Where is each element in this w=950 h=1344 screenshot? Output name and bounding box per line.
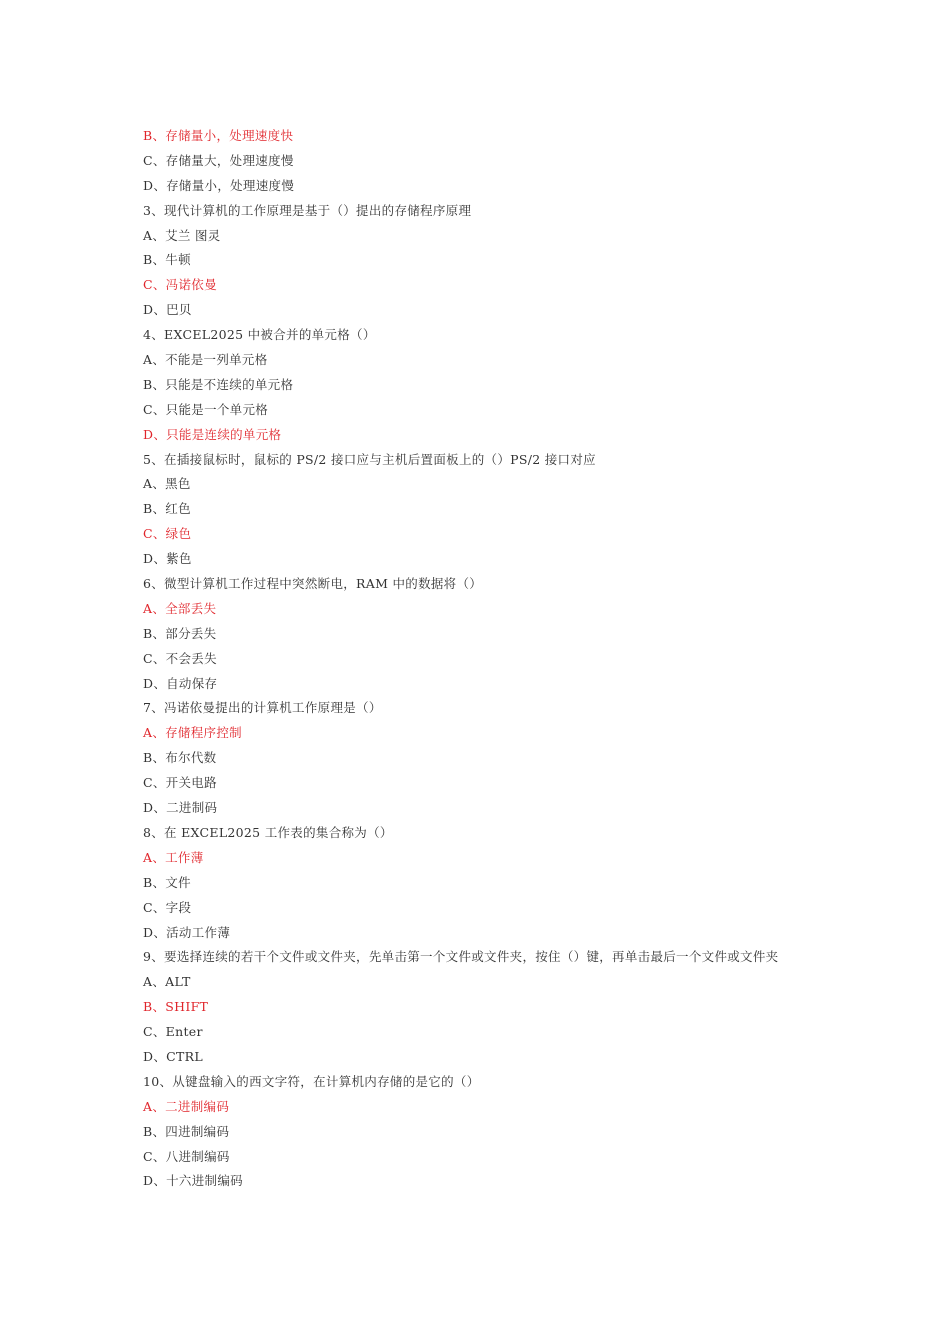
correct-answer-option: B、SHIFT <box>143 999 209 1015</box>
answer-option: D、活动工作薄 <box>143 924 231 940</box>
question-text: 3、现代计算机的工作原理是基于（）提出的存储程序原理 <box>143 202 472 218</box>
answer-option: D、紫色 <box>143 551 192 567</box>
answer-option: D、巴贝 <box>143 302 192 318</box>
correct-answer-option: A、全部丢失 <box>143 600 217 616</box>
question-text: 9、要选择连续的若干个文件或文件夹，先单击第一个文件或文件夹，按住（）键，再单击最后一个文件或文件夹 <box>143 949 779 965</box>
answer-option: D、CTRL <box>143 1048 203 1064</box>
answer-option: C、只能是一个单元格 <box>143 401 269 417</box>
answer-option: A、艾兰 图灵 <box>143 227 221 243</box>
question-text: 5、在插接鼠标时，鼠标的 PS/2 接口应与主机后置面板上的（）PS/2 接口对应 <box>143 451 596 467</box>
question-text: 7、冯诺依曼提出的计算机工作原理是（） <box>143 700 382 716</box>
question-text: 10、从键盘输入的西文字符，在计算机内存储的是它的（） <box>143 1073 480 1089</box>
answer-option: B、文件 <box>143 874 191 890</box>
answer-option: C、字段 <box>143 899 192 915</box>
answer-option: D、十六进制编码 <box>143 1173 243 1189</box>
answer-option: B、四进制编码 <box>143 1123 230 1139</box>
correct-answer-option: D、只能是连续的单元格 <box>143 426 282 442</box>
question-text: 6、微型计算机工作过程中突然断电，RAM 中的数据将（） <box>143 576 483 592</box>
correct-answer-option: C、绿色 <box>143 526 192 542</box>
correct-answer-option: A、存储程序控制 <box>143 725 242 741</box>
correct-answer-option: C、冯诺依曼 <box>143 277 217 293</box>
answer-option: D、自动保存 <box>143 675 218 691</box>
answer-option: B、布尔代数 <box>143 750 217 766</box>
answer-option: B、红色 <box>143 501 191 517</box>
answer-option: A、黑色 <box>143 476 191 492</box>
answer-option: B、只能是不连续的单元格 <box>143 376 294 392</box>
correct-answer-option: A、工作薄 <box>143 849 204 865</box>
question-text: 8、在 EXCEL2025 工作表的集合称为（） <box>143 824 393 840</box>
answer-option: D、二进制码 <box>143 800 218 816</box>
answer-option: C、不会丢失 <box>143 650 217 666</box>
correct-answer-option: A、二进制编码 <box>143 1098 230 1114</box>
answer-option: A、不能是一列单元格 <box>143 352 268 368</box>
answer-option: B、部分丢失 <box>143 625 217 641</box>
question-text: 4、EXCEL2025 中被合并的单元格（） <box>143 327 376 343</box>
answer-option: A、ALT <box>143 974 191 990</box>
document-page <box>143 124 813 1194</box>
answer-option: C、Enter <box>143 1024 203 1040</box>
answer-option: B、牛顿 <box>143 252 191 268</box>
answer-option: C、开关电路 <box>143 775 217 791</box>
correct-answer-option: B、存储量小，处理速度快 <box>143 128 294 143</box>
answer-option: D、存储量小，处理速度慢 <box>143 177 295 193</box>
answer-option: C、存储量大，处理速度慢 <box>143 152 294 168</box>
answer-option: C、八进制编码 <box>143 1148 230 1164</box>
